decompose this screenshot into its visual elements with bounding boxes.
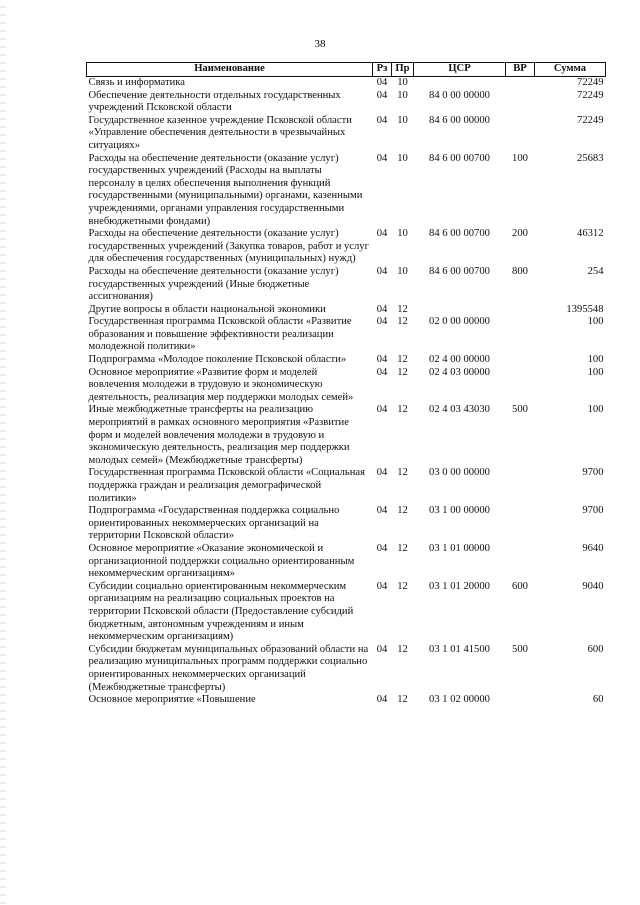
row-name: Другие вопросы в области национальной экономики	[88, 303, 326, 315]
row-pr: 10	[397, 152, 408, 164]
row-pr: 12	[397, 643, 408, 655]
row-sum: 72249	[577, 114, 604, 126]
row-rz: 04	[376, 354, 388, 366]
row-pr: 10	[397, 77, 408, 88]
row-name: Государственное казенное учреждение Псковской области «Управление обеспечения деятельности в чрезвычайных ситуациях»	[88, 114, 352, 151]
page-number: 38	[314, 38, 326, 50]
row-sum: 9700	[582, 505, 604, 517]
row-csr: 03 1 00 00000	[429, 505, 490, 517]
row-name: Связь и информатика	[88, 77, 185, 88]
row-vr: 600	[512, 580, 528, 592]
table-row	[87, 581, 606, 644]
row-rz: 04	[376, 366, 388, 378]
row-name: Основное мероприятие «Развитие форм и моделей вовлечения молодежи в трудовую и экономическую деятельность, реализация мер поддержки молодых семей»	[88, 366, 354, 403]
row-csr: 03 1 02 00000	[429, 694, 490, 706]
row-vr: 100	[512, 152, 528, 164]
table-row	[87, 266, 606, 304]
header-csr: ЦСР	[414, 63, 506, 77]
table-row	[87, 404, 606, 467]
row-sum: 254	[587, 265, 604, 277]
row-sum: 1395548	[566, 303, 604, 315]
table-row	[87, 316, 606, 354]
row-rz: 04	[376, 89, 388, 101]
row-vr	[506, 694, 535, 707]
row-pr: 12	[397, 354, 408, 366]
row-name: Субсидии бюджетам муниципальных образований области на реализацию муниципальных программ поддержки социально ориентированных некоммерческих организаций (Межбюджетные трансферты)	[88, 643, 369, 693]
row-rz: 04	[376, 542, 388, 554]
table-row	[87, 153, 606, 229]
row-csr: 03 0 00 00000	[429, 467, 490, 479]
row-csr: 02 4 03 00000	[429, 366, 490, 378]
table-row	[87, 467, 606, 505]
row-name: Субсидии социально ориентированным некоммерческим организациям на реализацию социальных проектов на территории Псковской области (Предоставление субсидий бюджетным, автономным учреждениям и иным некоммерческим организациям)	[88, 580, 354, 643]
header-rz: Рз	[373, 63, 392, 77]
row-name: Расходы на обеспечение деятельности (оказание услуг) государственных учреждений (Иные бюджетные ассигнования)	[88, 265, 339, 303]
row-rz: 04	[376, 505, 388, 517]
row-csr: 84 6 00 00700	[429, 265, 490, 277]
row-pr: 12	[397, 542, 408, 554]
row-pr: 12	[397, 316, 408, 328]
row-vr: 800	[512, 265, 528, 277]
row-sum: 600	[587, 643, 604, 655]
row-csr: 02 0 00 00000	[429, 316, 490, 328]
row-name: Подпрограмма «Государственная поддержка социально ориентированных некоммерческих организаций на территории Псковской области»	[88, 505, 340, 542]
row-sum: 46312	[577, 228, 604, 240]
row-vr	[506, 467, 535, 505]
row-name: Государственная программа Псковской области «Развитие образования и повышение эффективности реализации молодежной политики»	[88, 316, 352, 353]
row-csr: 03 1 01 00000	[429, 542, 490, 554]
row-csr: 84 0 00 00000	[429, 89, 490, 101]
table-row	[87, 304, 606, 317]
scan-edge	[0, 0, 6, 905]
row-sum: 9700	[582, 467, 604, 479]
row-rz: 04	[376, 152, 388, 164]
table-row	[87, 543, 606, 581]
table-row	[87, 77, 606, 90]
row-sum: 100	[587, 354, 604, 366]
row-vr	[506, 354, 535, 367]
row-pr: 12	[397, 467, 408, 479]
header-pr: Пр	[392, 63, 414, 77]
row-name: Основное мероприятие «Повышение	[88, 694, 256, 706]
row-csr: 02 4 03 43030	[429, 404, 490, 416]
row-vr	[506, 505, 535, 543]
row-vr	[506, 543, 535, 581]
header-sum: Сумма	[535, 63, 606, 77]
table-row	[87, 115, 606, 153]
header-vr: ВР	[506, 63, 535, 77]
row-csr: 84 6 00 00700	[429, 228, 490, 240]
row-rz: 04	[376, 404, 388, 416]
row-rz: 04	[376, 643, 388, 655]
row-name: Основное мероприятие «Оказание экономической и организационной поддержки социально ориентированным некоммерческим организациям»	[88, 542, 355, 580]
row-name: Иные межбюджетные трансферты на реализацию мероприятий в рамках основного мероприятия «Развитие форм и моделей вовлечения молодежи в трудовую и экономическую деятельность, реализация мер поддержки молодых семей» (Межбюджетные трансферты)	[88, 404, 350, 466]
row-sum: 25683	[577, 152, 604, 164]
header-name: Наименование	[87, 63, 373, 77]
row-rz: 04	[376, 316, 388, 328]
row-name: Государственная программа Псковской области «Социальная поддержка граждан и реализация демографической политики»	[88, 467, 366, 504]
row-vr	[506, 115, 535, 153]
row-sum: 72249	[577, 77, 604, 88]
table-row	[87, 644, 606, 694]
row-sum: 9640	[582, 542, 604, 554]
row-rz: 04	[376, 114, 388, 126]
row-sum: 72249	[577, 89, 604, 101]
row-rz: 04	[376, 694, 388, 706]
row-pr: 12	[397, 505, 408, 517]
row-name: Обеспечение деятельности отдельных государственных учреждений Псковской области	[88, 89, 341, 114]
row-pr: 12	[397, 694, 408, 706]
row-vr	[506, 304, 535, 317]
row-pr: 10	[397, 114, 408, 126]
row-vr: 500	[512, 643, 528, 655]
row-sum: 100	[587, 316, 604, 328]
row-csr: 02 4 00 00000	[429, 354, 490, 366]
row-rz: 04	[376, 303, 388, 315]
row-name: Расходы на обеспечение деятельности (оказание услуг) государственных учреждений (Закупка товаров, работ и услуг для обеспечения государственных (муниципальных) нужд)	[88, 228, 369, 265]
row-name: Подпрограмма «Молодое поколение Псковской области»	[88, 354, 347, 366]
row-csr	[414, 77, 506, 90]
row-csr: 84 6 00 00700	[429, 152, 490, 164]
row-sum: 100	[587, 366, 604, 378]
table-row	[87, 505, 606, 543]
row-vr	[506, 367, 535, 405]
row-csr	[414, 304, 506, 317]
budget-table	[86, 62, 606, 707]
row-rz: 04	[376, 265, 388, 277]
row-pr: 10	[397, 89, 408, 101]
row-rz: 04	[376, 77, 388, 88]
row-sum: 9040	[582, 580, 604, 592]
row-vr: 500	[512, 404, 528, 416]
row-csr: 03 1 01 20000	[429, 580, 490, 592]
row-name: Расходы на обеспечение деятельности (оказание услуг) государственных учреждений (Расходы на выплаты персоналу в целях обеспечения выполнения функций государственными (муниципальными) органами, казенными учреждениями, органами управления государственными внебюджетными фондами)	[88, 152, 363, 227]
table-row	[87, 228, 606, 266]
row-rz: 04	[376, 228, 388, 240]
row-sum: 60	[592, 694, 604, 706]
row-vr	[506, 316, 535, 354]
row-pr: 10	[397, 265, 408, 277]
row-pr: 12	[397, 580, 408, 592]
row-vr	[506, 77, 535, 90]
row-vr: 200	[512, 228, 528, 240]
table-row	[87, 354, 606, 367]
row-vr	[506, 90, 535, 115]
row-pr: 12	[397, 366, 408, 378]
row-pr: 12	[397, 303, 408, 315]
row-rz: 04	[376, 467, 388, 479]
row-csr: 84 6 00 00000	[429, 114, 490, 126]
table-row	[87, 367, 606, 405]
row-pr: 12	[397, 404, 408, 416]
row-rz: 04	[376, 580, 388, 592]
table-body	[87, 77, 606, 707]
row-sum: 100	[587, 404, 604, 416]
table-row	[87, 694, 606, 707]
row-csr: 03 1 01 41500	[429, 643, 490, 655]
table-header	[87, 63, 606, 77]
table-row	[87, 90, 606, 115]
row-pr: 10	[397, 228, 408, 240]
